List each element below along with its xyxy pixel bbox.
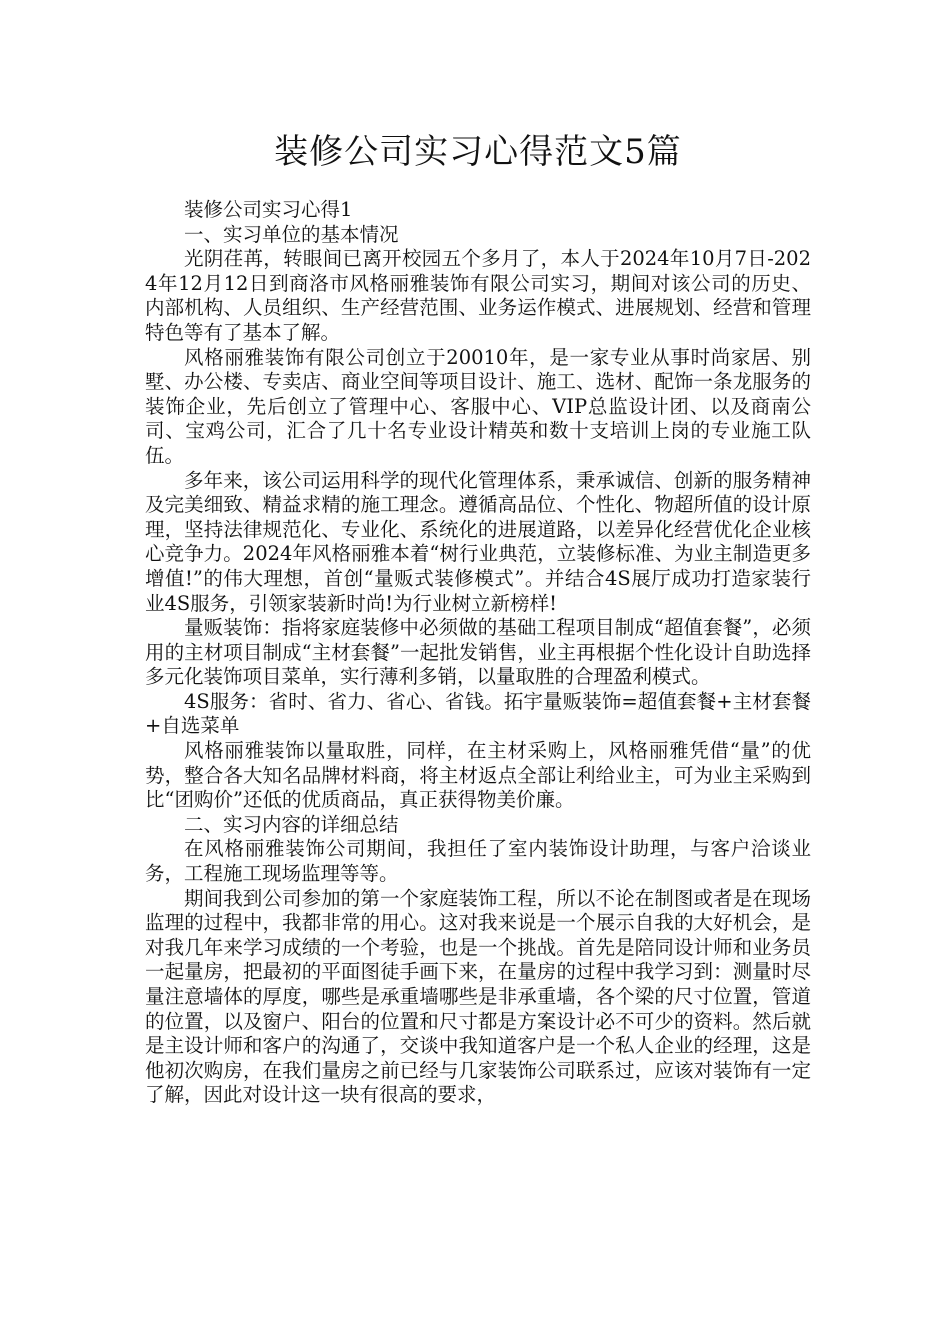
subsection-heading: 一、实习单位的基本情况 (184, 222, 399, 246)
body-paragraph: 光阴荏苒，转眼间已离开校园五个多月了，本人于2024年10月7日-2024年12月12日到商洛市风格丽雅装饰有限公司实习，期间对该公司的历史、内部机构、人员组织、生产经营范围、业务运作模式、进展规划、经营和管理特色等有了基本了解。 (145, 247, 811, 344)
subsection-heading: 二、实习内容的详细总结 (184, 812, 399, 836)
document-title: 装修公司实习心得范文5篇 (274, 132, 682, 172)
body-paragraph: 在风格丽雅装饰公司期间，我担任了室内装饰设计助理，与客户洽谈业务，工程施工现场监理等等。 (145, 837, 811, 886)
body-paragraph: 风格丽雅装饰以量取胜，同样，在主材采购上，风格丽雅凭借“量”的优势，整合各大知名品牌材料商，将主材返点全部让利给业主，可为业主采购到比“团购价”还低的优质商品，真正获得物美价廉。 (145, 739, 811, 812)
section-heading: 装修公司实习心得1 (184, 198, 353, 221)
body-paragraph: 量贩装饰：指将家庭装修中必须做的基础工程项目制成“超值套餐”，必须用的主材项目制成“主材套餐”一起批发销售，业主再根据个性化设计自助选择多元化装饰项目菜单，实行薄利多销，以量取胜的合理盈利模式。 (145, 616, 811, 689)
document-page (145, 0, 811, 1344)
document-body (145, 198, 811, 1108)
body-paragraph: 4S服务：省时、省力、省心、省钱。拓宇量贩装饰=超值套餐+主材套餐+自选菜单 (145, 689, 811, 738)
body-paragraph: 风格丽雅装饰有限公司创立于20010年，是一家专业从事时尚家居、别墅、办公楼、专卖店、商业空间等项目设计、施工、选材、配饰一条龙服务的装饰企业，先后创立了管理中心、客服中心、VIP总监设计团、以及商南公司、宝鸡公司，汇合了几十名专业设计精英和数十支培训上岗的专业施工队伍。 (145, 345, 811, 467)
body-paragraph: 多年来，该公司运用科学的现代化管理体系，秉承诚信、创新的服务精神及完美细致、精益求精的施工理念。遵循高品位、个性化、物超所值的设计原理，坚持法律规范化、专业化、系统化的进展道路，以差异化经营优化企业核心竞争力。2024年风格丽雅本着“树行业典范，立装修标准、为业主制造更多增值!”的伟大理想，首创“量贩式装修模式”。并结合4S展厅成功打造家装行业4S服务，引领家装新时尚!为行业树立新榜样! (145, 468, 811, 615)
body-paragraph: 期间我到公司参加的第一个家庭装饰工程，所以不论在制图或者是在现场监理的过程中，我都非常的用心。这对我来说是一个展示自我的大好机会，是对我几年来学习成绩的一个考验，也是一个挑战。首先是陪同设计师和业务员一起量房，把最初的平面图徒手画下来，在量房的过程中我学习到：测量时尽量注意墙体的厚度，哪些是承重墙哪些是非承重墙，各个梁的尺寸位置，管道的位置，以及窗户、阳台的位置和尺寸都是方案设计必不可少的资料。然后就是主设计师和客户的沟通了，交谈中我知道客户是一个私人企业的经理，这是他初次购房，在我们量房之前已经与几家装饰公司联系过，应该对装饰有一定了解，因此对设计这一块有很高的要求， (145, 886, 811, 1107)
